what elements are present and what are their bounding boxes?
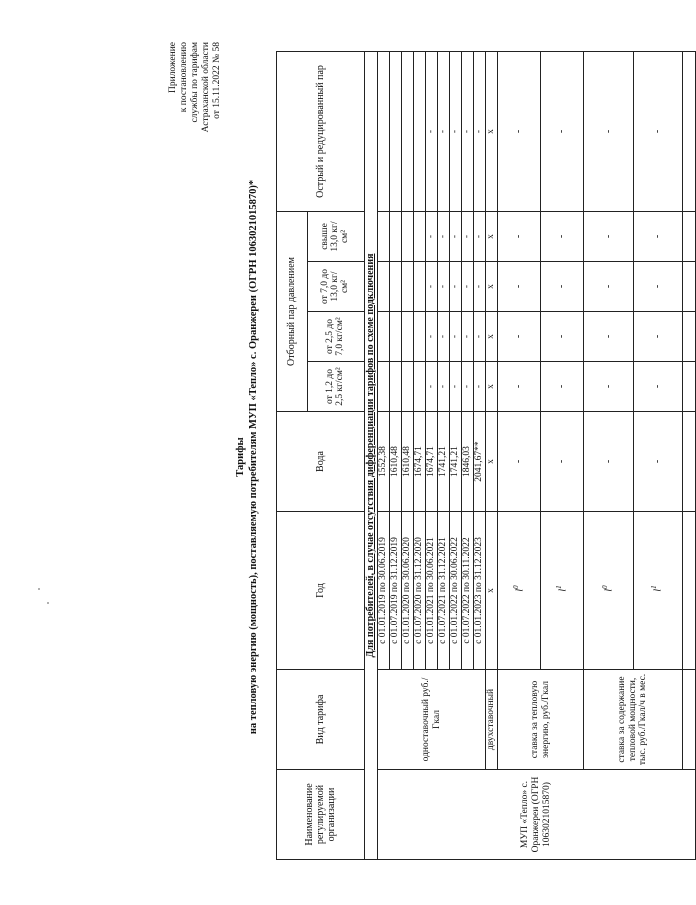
dash-cell: -: [541, 51, 584, 211]
empty-cell: [390, 51, 402, 211]
dash-cell: -: [498, 362, 541, 412]
period-cell: с 01.07.2020 по 31.12.2020: [414, 512, 426, 670]
empty-cell: [683, 211, 696, 261]
dash-cell: -: [474, 211, 486, 261]
period-cell: с 01.01.2020 по 30.06.2020: [402, 512, 414, 670]
empty-cell: [390, 262, 402, 312]
dash-cell: -: [541, 262, 584, 312]
symbol-base: l: [603, 588, 615, 592]
dash-cell: -: [633, 412, 683, 512]
rotated-document-sheet: [168, 42, 664, 872]
header-year: Год: [277, 512, 365, 670]
empty-cell: [390, 362, 402, 412]
dash-cell: -: [450, 51, 462, 211]
symbol-sup: 0: [600, 585, 609, 589]
water-tariff-cell: 2041,67**: [474, 412, 486, 512]
dash-cell: -: [474, 262, 486, 312]
dash-cell: -: [498, 51, 541, 211]
scan-speck: [38, 588, 40, 590]
empty-cell: [414, 362, 426, 412]
period-symbol: [602, 585, 615, 595]
dash-cell: -: [633, 262, 683, 312]
symbol-sup: 0: [511, 585, 520, 589]
dash-cell: -: [584, 211, 634, 261]
appendix-line: от 15.11.2022 № 58: [211, 42, 222, 119]
water-tariff-cell: 1674,71: [414, 412, 426, 512]
period-cell: с 01.01.2022 по 30.06.2022: [450, 512, 462, 670]
header-sharp-steam: Острый и редуцированный пар: [277, 51, 365, 211]
tariff-table: [276, 51, 696, 860]
period-cell: с 01.07.2022 по 30.11.2022: [462, 512, 474, 670]
dash-cell: -: [462, 51, 474, 211]
period-cell: с 01.01.2019 по 30.06.2019: [378, 512, 390, 670]
dash-cell: -: [426, 312, 438, 362]
period-cell: с 01.07.2021 по 31.12.2021: [438, 512, 450, 670]
period-symbol: [513, 585, 526, 595]
dash-cell: -: [633, 51, 683, 211]
water-tariff-cell: 1741,21: [450, 412, 462, 512]
title-heading: Тарифы: [235, 437, 246, 477]
empty-cell: [402, 312, 414, 362]
appendix-note: [168, 42, 223, 202]
dash-cell: -: [498, 412, 541, 512]
dash-cell: -: [498, 211, 541, 261]
period-symbol-cell: [584, 512, 634, 670]
x-cell: х: [486, 262, 498, 312]
x-cell: х: [486, 211, 498, 261]
water-tariff-cell: 1552,38: [378, 412, 390, 512]
dash-cell: -: [438, 262, 450, 312]
empty-cell: [683, 312, 696, 362]
dash-cell: -: [450, 211, 462, 261]
dash-cell: -: [584, 262, 634, 312]
header-organization: Наименование регулируемой организации: [277, 770, 365, 860]
dash-cell: -: [426, 362, 438, 412]
dash-cell: -: [462, 262, 474, 312]
period-cell: с 01.07.2019 по 31.12.2019: [390, 512, 402, 670]
appendix-line: к постановлению: [178, 42, 189, 113]
empty-cell: [378, 51, 390, 211]
appendix-line: Приложение: [168, 42, 178, 93]
empty-cell: [683, 262, 696, 312]
header-tariff-type: Вид тарифа: [277, 670, 365, 770]
dash-cell: -: [584, 51, 634, 211]
dash-cell: -: [462, 312, 474, 362]
dash-cell: -: [541, 211, 584, 261]
appendix-line: службы по тарифам: [189, 42, 200, 123]
empty-cell: [414, 211, 426, 261]
single-rate-kind: одноставочный руб./Гкал: [378, 670, 486, 770]
appendix-line: Астраханской области: [200, 42, 211, 133]
empty-cell: [390, 312, 402, 362]
dash-cell: -: [474, 312, 486, 362]
dash-cell: -: [426, 51, 438, 211]
symbol-sup: 1: [554, 585, 563, 589]
dash-cell: -: [584, 362, 634, 412]
energy-rate-label: ставка за тепловую энергию, руб./Гкал: [498, 670, 584, 770]
x-cell: х: [486, 412, 498, 512]
header-pressure-2: от 2,5 до 7,0 кг/см²: [308, 312, 365, 362]
dash-cell: -: [633, 211, 683, 261]
empty-cell: [683, 51, 696, 211]
empty-cell: [683, 412, 696, 512]
water-tariff-cell: 1674,71: [426, 412, 438, 512]
dash-cell: -: [462, 362, 474, 412]
empty-cell: [683, 362, 696, 412]
symbol-sup: 1: [650, 585, 659, 589]
dash-cell: -: [584, 412, 634, 512]
period-cell: с 01.01.2021 по 30.06.2021: [426, 512, 438, 670]
x-cell: х: [486, 362, 498, 412]
empty-cell: [414, 312, 426, 362]
empty-cell: [402, 51, 414, 211]
dash-cell: -: [498, 312, 541, 362]
two-rate-kind: двухставочный: [486, 670, 498, 770]
empty-cell: [414, 51, 426, 211]
dash-cell: -: [541, 412, 584, 512]
period-symbol-cell: [541, 512, 584, 670]
empty-cell: [683, 670, 696, 770]
empty-cell: [378, 362, 390, 412]
empty-cell: [683, 512, 696, 670]
empty-cell: [378, 211, 390, 261]
dash-cell: -: [498, 262, 541, 312]
empty-cell: [402, 211, 414, 261]
water-tariff-cell: 1610,48: [390, 412, 402, 512]
header-pressure-4: свыше 13,0 кг/см²: [308, 211, 365, 261]
title-subheading: на тепловую энергию (мощность), поставляемую потребителям МУП «Тепло» с. Оранжереи (ОГРН 1063021015870)*: [248, 179, 260, 735]
dash-cell: -: [438, 211, 450, 261]
water-tariff-cell: 1610,48: [402, 412, 414, 512]
symbol-base: l: [514, 588, 526, 592]
dash-cell: -: [584, 312, 634, 362]
header-pressure-3: от 7,0 до 13,0 кг/см²: [308, 262, 365, 312]
water-tariff-cell: 1741,21: [438, 412, 450, 512]
dash-cell: -: [462, 211, 474, 261]
dash-cell: -: [541, 312, 584, 362]
document-title: [234, 42, 260, 872]
x-cell: х: [486, 51, 498, 211]
period-symbol: [556, 585, 569, 595]
dash-cell: -: [438, 312, 450, 362]
dash-cell: -: [474, 51, 486, 211]
header-pressure-1: от 1,2 до 2,5 кг/см²: [308, 362, 365, 412]
dash-cell: -: [541, 362, 584, 412]
header-water: Вода: [277, 412, 365, 512]
dash-cell: -: [426, 262, 438, 312]
dash-cell: -: [438, 362, 450, 412]
x-cell: х: [486, 312, 498, 362]
empty-cell: [402, 262, 414, 312]
symbol-base: l: [652, 588, 664, 592]
dash-cell: -: [633, 312, 683, 362]
symbol-base: l: [557, 588, 569, 592]
period-symbol-cell: [633, 512, 683, 670]
empty-cell: [378, 262, 390, 312]
dash-cell: -: [633, 362, 683, 412]
capacity-rate-label: ставка за содержание тепловой мощности, тыс. руб./Гкал/ч в мес.: [584, 670, 683, 770]
dash-cell: -: [450, 312, 462, 362]
dash-cell: -: [426, 211, 438, 261]
period-cell: с 01.01.2023 по 31.12.2023: [474, 512, 486, 670]
empty-cell: [402, 362, 414, 412]
water-tariff-cell: 1846,03: [462, 412, 474, 512]
organization-name: МУП «Тепло» с. Оранжереи (ОГРН 1063021015870): [378, 770, 696, 860]
dash-cell: -: [450, 362, 462, 412]
period-symbol-cell: [498, 512, 541, 670]
empty-cell: [378, 312, 390, 362]
consumer-group-banner: Для потребителей, в случае отсутствия дифференциации тарифов по схеме подключения: [365, 51, 378, 859]
header-selected-steam: Отборный пар давлением: [277, 211, 308, 411]
x-cell: х: [486, 512, 498, 670]
period-symbol: [651, 585, 664, 595]
dash-cell: -: [450, 262, 462, 312]
dash-cell: -: [438, 51, 450, 211]
empty-cell: [390, 211, 402, 261]
dash-cell: -: [474, 362, 486, 412]
empty-cell: [414, 262, 426, 312]
scan-speck: [47, 602, 49, 604]
